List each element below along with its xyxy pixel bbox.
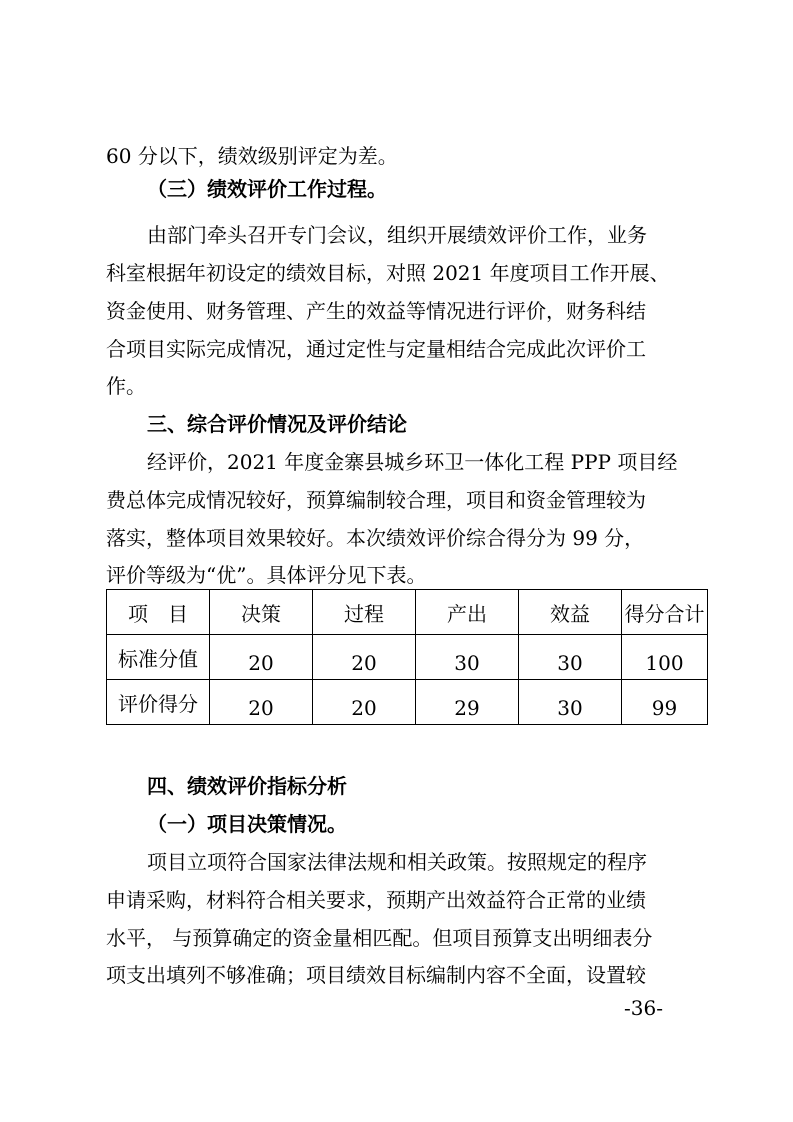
paragraph-line: 科室根据年初设定的绩效目标，对照 2021 年度项目工作开展、 (106, 261, 670, 285)
table-cell: 30 (519, 635, 622, 680)
paragraph-line: 项目立项符合国家法律法规和相关政策。按照规定的程序 (147, 850, 647, 874)
table-row-label: 标准分值 (107, 635, 210, 680)
table-cell: 20 (313, 680, 416, 725)
table-cell: 20 (313, 635, 416, 680)
table-header-cell: 决策 (210, 590, 313, 635)
subheading-process: （三）绩效评价工作过程。 (147, 177, 387, 201)
table-cell: 99 (622, 680, 708, 725)
paragraph-line: 水平， 与预算确定的资金量相匹配。但项目预算支出明细表分 (106, 926, 653, 950)
table-header-cell: 项 目 (107, 590, 210, 635)
paragraph-line: 由部门牵头召开专门会议，组织开展绩效评价工作，业务 (147, 223, 647, 247)
table-header-cell: 效益 (519, 590, 622, 635)
paragraph-line: 60 分以下，绩效级别评定为差。 (106, 144, 398, 168)
section-heading-3: 三、综合评价情况及评价结论 (147, 412, 407, 436)
table-cell: 20 (210, 635, 313, 680)
subheading-decision: （一）项目决策情况。 (147, 812, 347, 836)
table-cell: 20 (210, 680, 313, 725)
table-header-cell: 产出 (416, 590, 519, 635)
paragraph-line: 合项目实际完成情况，通过定性与定量相结合完成此次评价工 (106, 337, 646, 361)
table-row (107, 635, 708, 680)
table-cell: 30 (519, 680, 622, 725)
table-header-cell: 过程 (313, 590, 416, 635)
table-row (107, 680, 708, 725)
paragraph-line: 资金使用、财务管理、产生的效益等情况进行评价，财务科结 (106, 299, 646, 323)
paragraph-line: 申请采购，材料符合相关要求，预期产出效益符合正常的业绩 (106, 888, 646, 912)
table-cell: 30 (416, 635, 519, 680)
paragraph-line: 评价等级为“优”。具体评分见下表。 (106, 563, 427, 587)
page-number: -36- (624, 996, 663, 1020)
paragraph-line: 作。 (106, 374, 146, 398)
table-cell: 100 (622, 635, 708, 680)
paragraph-line: 费总体完成情况较好，预算编制较合理，项目和资金管理较为 (106, 488, 646, 512)
table-header-cell: 得分合计 (622, 590, 708, 635)
paragraph-line: 经评价，2021 年度金寨县城乡环卫一体化工程 PPP 项目经 (147, 450, 678, 474)
paragraph-line: 落实，整体项目效果较好。本次绩效评价综合得分为 99 分， (106, 526, 645, 550)
table-row-label: 评价得分 (107, 680, 210, 725)
paragraph-line: 项支出填列不够准确；项目绩效目标编制内容不全面，设置较 (106, 963, 646, 987)
table-cell: 29 (416, 680, 519, 725)
table-header-row (107, 590, 708, 635)
score-table (106, 589, 708, 725)
section-heading-4: 四、绩效评价指标分析 (147, 774, 347, 798)
